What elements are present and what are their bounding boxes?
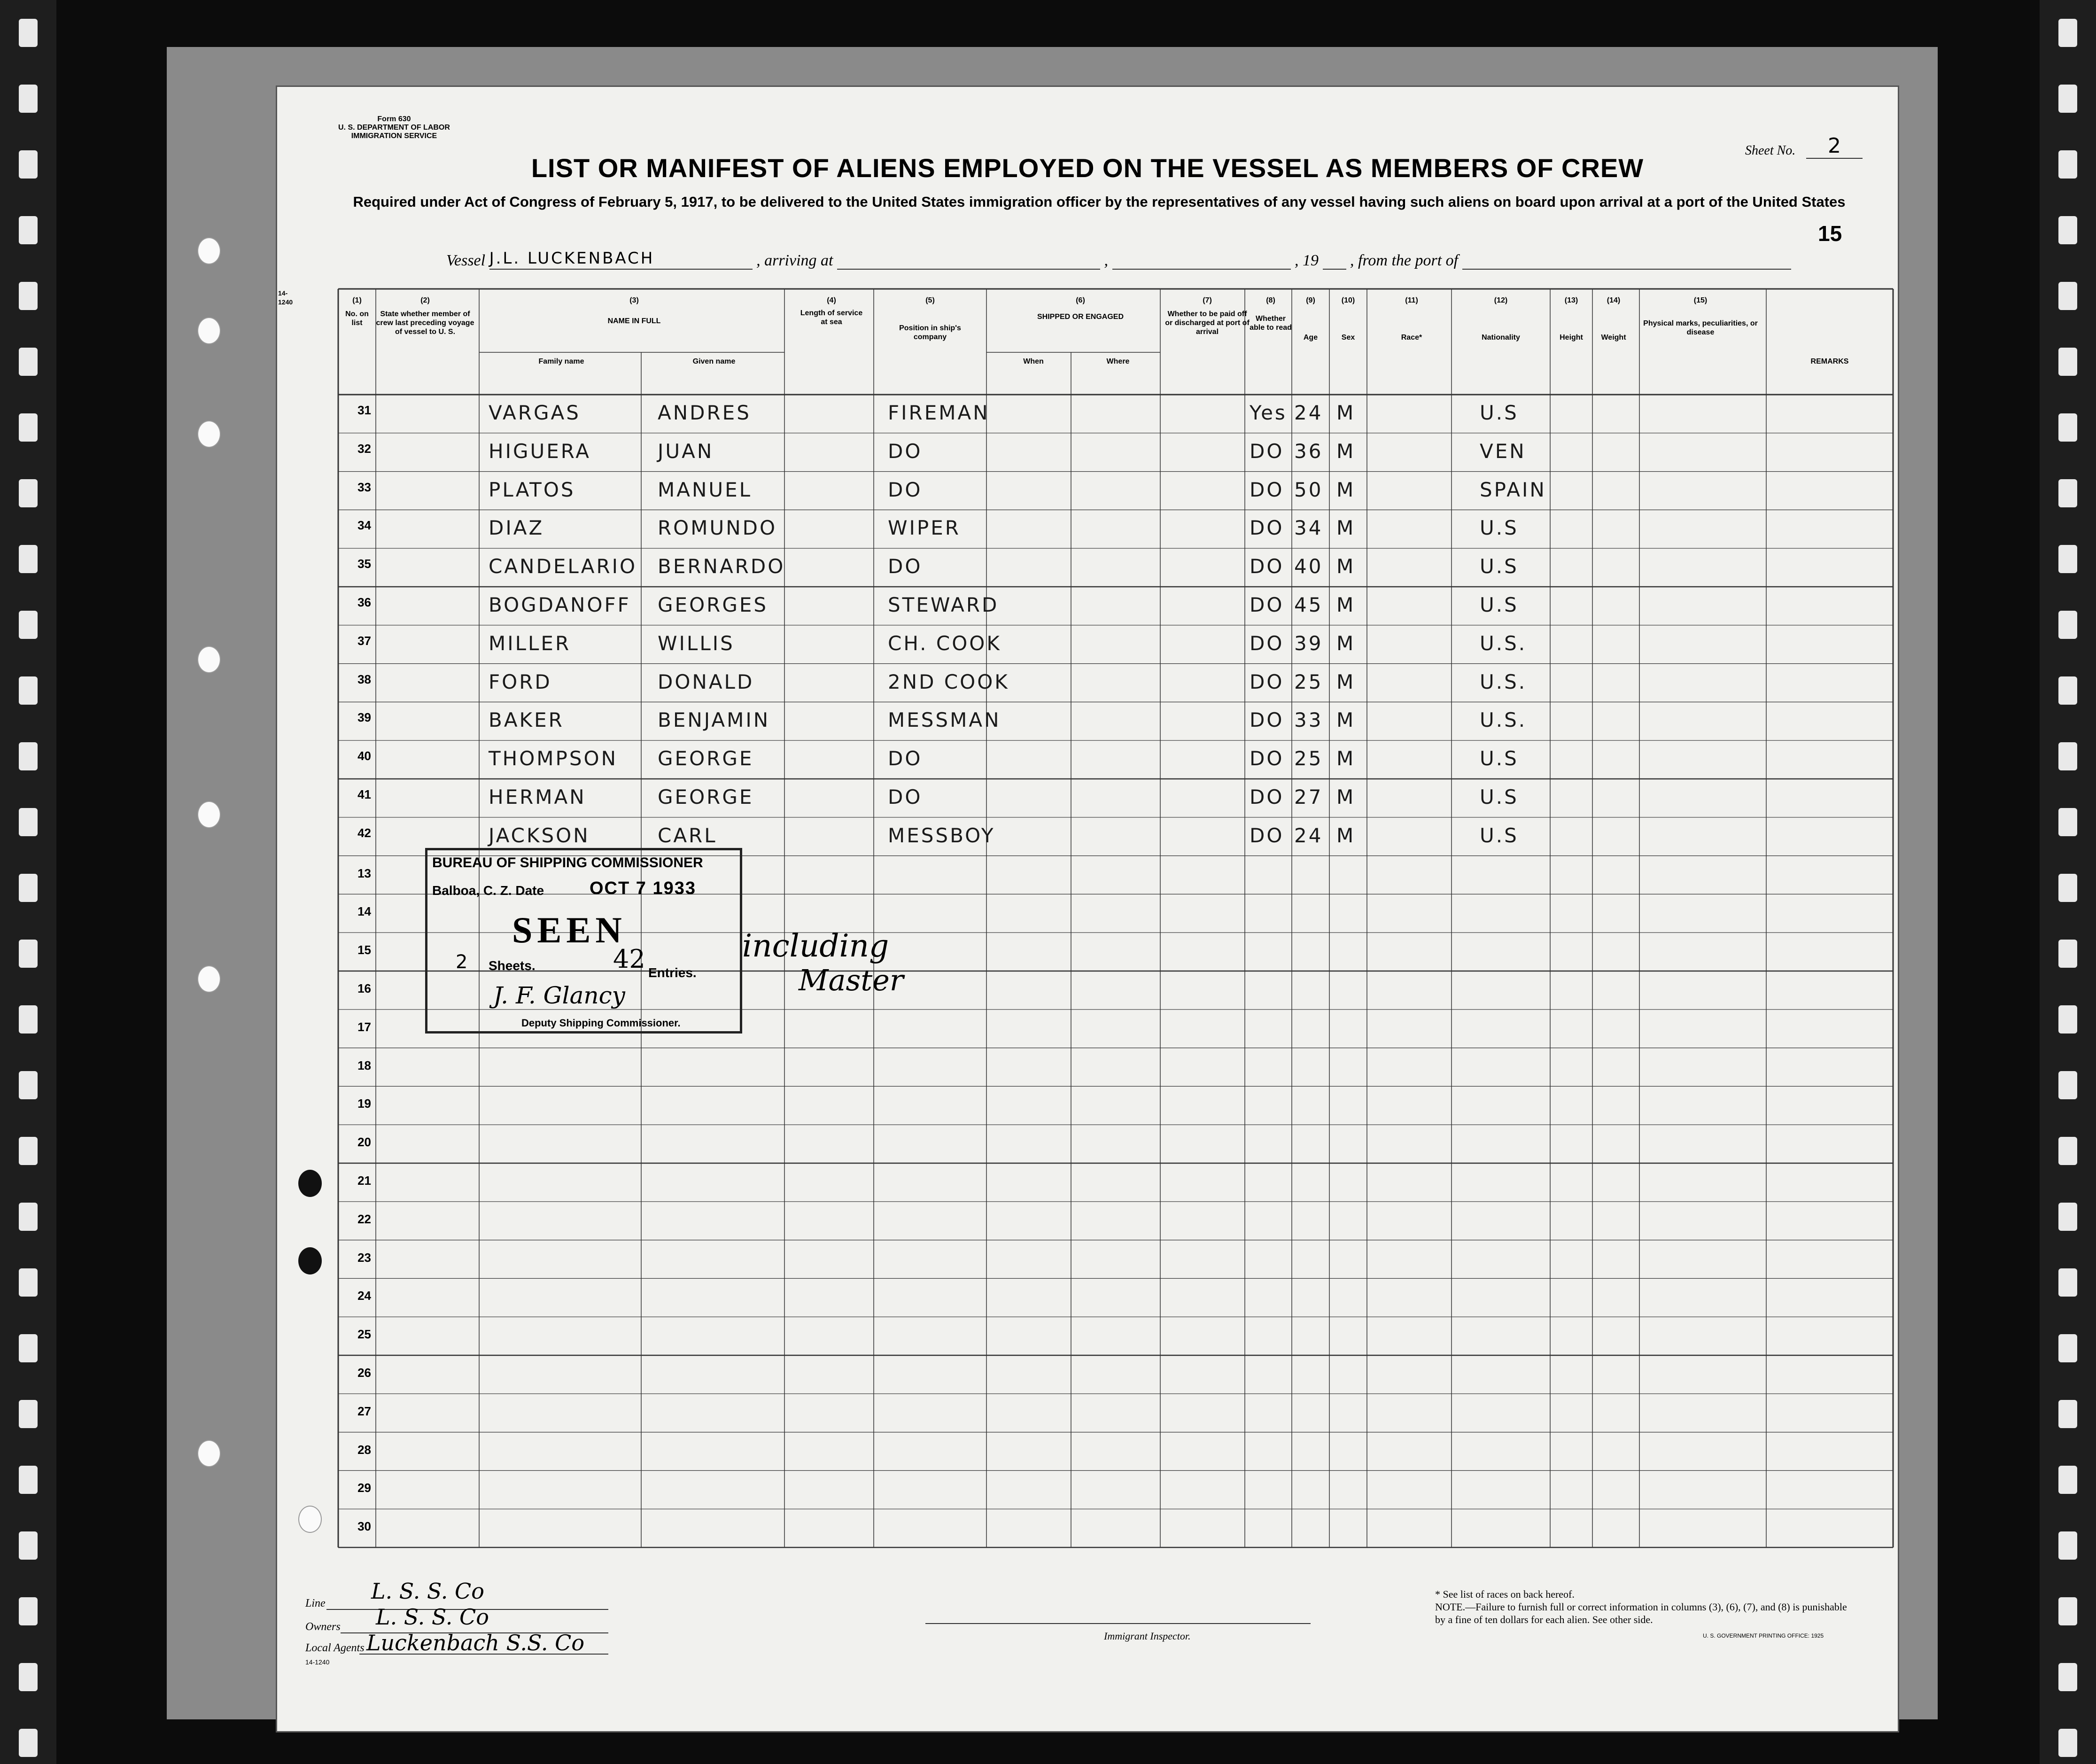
row-number: 29 (357, 1481, 371, 1495)
row-number: 24 (357, 1289, 371, 1303)
vessel-name: J.L. LUCKENBACH (489, 249, 753, 270)
sprocket-hole (2058, 1531, 2077, 1560)
race-note: * See list of races on back hereof. (1435, 1588, 1575, 1600)
row-number: 39 (357, 710, 371, 725)
able-to-read-cell: DO (1250, 708, 1284, 732)
nationality-cell: U.S (1480, 516, 1519, 540)
col-7-label: Whether to be paid off or discharged at port of arrival (1165, 310, 1250, 336)
printer-mark: U. S. GOVERNMENT PRINTING OFFICE: 1925 (1703, 1632, 1824, 1639)
nationality-cell: VEN (1480, 439, 1526, 463)
sex-cell: M (1336, 670, 1356, 693)
row-number: 18 (357, 1058, 371, 1072)
sprocket-hole (2058, 742, 2077, 770)
able-to-read-cell: DO (1250, 631, 1284, 655)
able-to-read-cell: DO (1250, 555, 1284, 578)
age-cell: 24 (1294, 401, 1323, 424)
col-8-label: Whether able to read (1250, 315, 1292, 332)
nationality-cell: U.S (1480, 555, 1519, 578)
punch-hole (197, 965, 221, 993)
col-3-family-header: Family name (538, 357, 584, 365)
col-9-header (1292, 296, 1329, 342)
given-name-cell: BERNARDO (658, 555, 785, 578)
sprocket-hole (2058, 1071, 2077, 1099)
col-9-number: (9) (1306, 296, 1315, 304)
sprocket-hole (2058, 216, 2077, 244)
page-number: 15 (1818, 221, 1842, 246)
col-11-header (1372, 296, 1452, 342)
given-name-cell: ANDRES (658, 401, 751, 424)
row-number: 22 (357, 1212, 371, 1226)
row-number: 19 (357, 1096, 371, 1111)
family-name-cell: THOMPSON (489, 747, 618, 770)
page-title: LIST OR MANIFEST OF ALIENS EMPLOYED ON THE VESSEL AS MEMBERS OF CREW (531, 153, 1644, 183)
row-number: 35 (357, 557, 371, 571)
sprocket-hole (19, 1531, 38, 1560)
col-2-header (376, 296, 474, 336)
family-name-cell: BAKER (489, 708, 564, 732)
sprocket-hole (19, 282, 38, 310)
position-cell: DO (888, 555, 923, 578)
family-name-cell: HIGUERA (489, 439, 591, 463)
nationality-cell: U.S (1480, 747, 1519, 770)
sprocket-hole (19, 1663, 38, 1691)
sprocket-hole (2058, 150, 2077, 179)
col-14-number: (14) (1607, 296, 1621, 304)
line-value: L. S. S. Co (371, 1578, 484, 1604)
col-1-number: (1) (352, 296, 362, 304)
sprocket-hole (19, 676, 38, 705)
sex-cell: M (1336, 747, 1356, 770)
col-8-number: (8) (1266, 296, 1275, 304)
sprocket-hole (19, 611, 38, 639)
col-11-number: (11) (1405, 296, 1418, 304)
row-number: 25 (357, 1327, 371, 1342)
sprocket-hole (2058, 808, 2077, 836)
row-number: 17 (357, 1019, 371, 1034)
year-label: , 19 (1295, 252, 1319, 269)
family-name-cell: JACKSON (489, 824, 590, 847)
sprocket-hole (19, 85, 38, 113)
col-10-number: (10) (1341, 296, 1355, 304)
row-number: 32 (357, 441, 371, 456)
given-name-cell: MANUEL (658, 478, 753, 501)
col-4-number: (4) (827, 296, 836, 304)
sprocket-hole (2058, 545, 2077, 573)
sprocket-hole (2058, 1268, 2077, 1297)
sheet-no-label: Sheet No. (1745, 143, 1796, 158)
position-cell: 2ND COOK (888, 670, 1009, 693)
able-to-read-cell: DO (1250, 593, 1284, 616)
sprocket-hole (19, 1400, 38, 1428)
stamp-entries-count: 42 (613, 944, 645, 974)
row-number: 16 (357, 981, 371, 995)
stamp-signature: J. F. Glancy (493, 982, 625, 1009)
nationality-cell: U.S. (1480, 670, 1527, 693)
given-name-cell: CARL (658, 824, 717, 847)
including-note: including (742, 928, 889, 964)
position-cell: DO (888, 747, 923, 770)
agents-code: 14-1240 (305, 1658, 330, 1666)
family-name-cell: VARGAS (489, 401, 581, 424)
col-4-label: Length of service at sea (800, 309, 863, 326)
sprocket-hole (2058, 1466, 2077, 1494)
row-number: 15 (357, 943, 371, 957)
penalty-note: NOTE.—Failure to furnish full or correct information in columns (3), (6), (7), and (8) is punishable by a fine of ten dollars for each alien. See other side. (1435, 1601, 1847, 1625)
sex-cell: M (1336, 824, 1356, 847)
col-10-header (1329, 296, 1367, 342)
sprocket-hole (19, 216, 38, 244)
position-cell: MESSMAN (888, 708, 1001, 732)
age-cell: 40 (1294, 555, 1323, 578)
family-name-cell: BOGDANOFF (489, 593, 631, 616)
col-14-label: Weight (1601, 334, 1626, 342)
sprocket-hole (19, 1268, 38, 1297)
given-name-cell: JUAN (658, 439, 714, 463)
sprocket-hole (19, 545, 38, 573)
master-note: Master (799, 963, 904, 997)
row-number: 23 (357, 1250, 371, 1265)
sprocket-hole (2058, 1005, 2077, 1034)
row-number: 21 (357, 1173, 371, 1188)
col-15-label: Physical marks, peculiarities, or disease (1643, 319, 1758, 336)
sprocket-hole (19, 413, 38, 442)
form-number: Form 630 (377, 115, 411, 123)
sprocket-hole (2058, 413, 2077, 442)
given-name-cell: DONALD (658, 670, 754, 693)
punch-hole (197, 1440, 221, 1467)
family-name-cell: FORD (489, 670, 552, 693)
col-12-header (1452, 296, 1550, 342)
row-number: 34 (357, 518, 371, 533)
position-cell: DO (888, 439, 923, 463)
vessel-label: Vessel (446, 252, 486, 269)
position-cell: CH. COOK (888, 631, 1001, 655)
age-cell: 45 (1294, 593, 1323, 616)
comma: , (1104, 252, 1108, 269)
sprocket-hole (2058, 1663, 2077, 1691)
sex-cell: M (1336, 631, 1356, 655)
col-14-header (1592, 296, 1635, 342)
row-number: 14 (357, 904, 371, 919)
col-3-number: (3) (629, 296, 639, 304)
stamp-sheets-count: 2 (456, 951, 468, 973)
sex-cell: M (1336, 478, 1356, 501)
stamp-bureau: BUREAU OF SHIPPING COMMISSIONER (432, 855, 703, 870)
stamp-sheets-label: Sheets. (489, 958, 536, 973)
nationality-cell: U.S (1480, 401, 1519, 424)
stamp-location: Balboa, C. Z. Date (432, 883, 544, 898)
able-to-read-cell: DO (1250, 824, 1284, 847)
nationality-cell: U.S (1480, 824, 1519, 847)
position-cell: FIREMAN (888, 401, 990, 424)
sprocket-hole (19, 1466, 38, 1494)
col-15-number: (15) (1693, 296, 1708, 304)
given-name-cell: GEORGES (658, 593, 769, 616)
able-to-read-cell: DO (1250, 785, 1284, 808)
row-number: 28 (357, 1442, 371, 1457)
manifest-sheet (277, 87, 1898, 1731)
col-3-label: NAME IN FULL (607, 317, 661, 325)
col-6-where-header: Where (1106, 357, 1130, 365)
sprocket-hole (19, 1597, 38, 1625)
nationality-cell: U.S (1480, 593, 1519, 616)
age-cell: 33 (1294, 708, 1323, 732)
film-edge-right (2040, 0, 2096, 1764)
col-2-number: (2) (420, 296, 430, 304)
sex-cell: M (1336, 439, 1356, 463)
col-7-header (1165, 296, 1250, 336)
sex-cell: M (1336, 785, 1356, 808)
agents-value: Luckenbach S.S. Co (366, 1630, 585, 1655)
col-15-header (1639, 296, 1762, 337)
col-1-header (343, 296, 371, 327)
sprocket-hole (2058, 348, 2077, 376)
col-2-label: State whether member of crew last preceding voyage of vessel to U. S. (376, 310, 474, 336)
able-to-read-cell: DO (1250, 516, 1284, 540)
sprocket-hole (2058, 1137, 2077, 1165)
given-name-cell: GEORGE (658, 747, 754, 770)
sprocket-hole (2058, 479, 2077, 507)
sex-cell: M (1336, 555, 1356, 578)
able-to-read-cell: Yes (1250, 401, 1287, 424)
sprocket-hole (2058, 874, 2077, 902)
sex-cell: M (1336, 516, 1356, 540)
sex-cell: M (1336, 593, 1356, 616)
sprocket-hole (2058, 676, 2077, 705)
col-10-label: Sex (1341, 334, 1355, 342)
able-to-read-cell: DO (1250, 670, 1284, 693)
able-to-read-cell: DO (1250, 747, 1284, 770)
stamp-seen: SEEN (512, 909, 627, 950)
row-number: 30 (357, 1519, 371, 1534)
col-5-header (883, 296, 977, 342)
col-remarks-header: REMARKS (1810, 357, 1849, 365)
sprocket-hole (2058, 19, 2077, 47)
row-number: 37 (357, 633, 371, 648)
line-label: Line (305, 1597, 326, 1609)
age-cell: 24 (1294, 824, 1323, 847)
sprocket-hole (2058, 1400, 2077, 1428)
given-name-cell: BENJAMIN (658, 708, 770, 732)
stamp-entries-label: Entries. (648, 965, 697, 980)
age-cell: 34 (1294, 516, 1323, 540)
department-name: U. S. DEPARTMENT OF LABOR (338, 124, 450, 132)
col-6-when-header: When (1023, 357, 1044, 365)
col-11-label: Race* (1401, 334, 1422, 342)
row-number: 42 (357, 825, 371, 840)
family-name-cell: CANDELARIO (489, 555, 637, 578)
nationality-cell: U.S. (1480, 708, 1527, 732)
age-cell: 50 (1294, 478, 1323, 501)
given-name-cell: GEORGE (658, 785, 754, 808)
stamp-date: OCT 7 1933 (590, 878, 696, 898)
age-cell: 25 (1294, 747, 1323, 770)
row-number: 38 (357, 672, 371, 686)
punch-hole (197, 801, 221, 828)
col-6-label: SHIPPED OR ENGAGED (1037, 313, 1124, 321)
col-13-label: Height (1560, 334, 1583, 342)
able-to-read-cell: DO (1250, 439, 1284, 463)
position-cell: DO (888, 478, 923, 501)
stamp-signer-title: Deputy Shipping Commissioner. (521, 1017, 681, 1029)
nationality-cell: SPAIN (1480, 478, 1546, 501)
nationality-cell: U.S (1480, 785, 1519, 808)
punch-hole (197, 317, 221, 344)
sprocket-hole (19, 742, 38, 770)
position-cell: DO (888, 785, 923, 808)
family-name-cell: HERMAN (489, 785, 586, 808)
sex-cell: M (1336, 708, 1356, 732)
col-3-given-header: Given name (692, 357, 736, 365)
row-number: 41 (357, 787, 371, 801)
owners-value: L. S. S. Co (376, 1604, 489, 1630)
row-number: 31 (357, 403, 371, 417)
arriving-label: , arriving at (756, 252, 833, 269)
age-cell: 39 (1294, 631, 1323, 655)
owners-label: Owners (305, 1621, 341, 1633)
sprocket-hole (19, 150, 38, 179)
sprocket-hole (2058, 1203, 2077, 1231)
sprocket-hole (19, 1203, 38, 1231)
given-name-cell: ROMUNDO (658, 516, 777, 540)
sprocket-hole (19, 348, 38, 376)
row-number: 27 (357, 1404, 371, 1418)
sheet-no-value: 2 (1806, 134, 1863, 159)
col-13-number: (13) (1564, 296, 1578, 304)
sprocket-hole (2058, 1334, 2077, 1362)
row-number: 13 (357, 866, 371, 880)
inspector-label: Immigrant Inspector. (1104, 1630, 1191, 1642)
age-cell: 27 (1294, 785, 1323, 808)
col-8-header (1250, 296, 1292, 332)
sprocket-hole (19, 874, 38, 902)
sprocket-hole (19, 479, 38, 507)
punch-hole (197, 420, 221, 448)
sprocket-hole (19, 19, 38, 47)
sprocket-hole (19, 1729, 38, 1757)
footer-notes (1435, 1588, 1858, 1626)
sprocket-hole (2058, 282, 2077, 310)
position-cell: WIPER (888, 516, 961, 540)
sprocket-hole (2058, 940, 2077, 968)
col-12-number: (12) (1494, 296, 1508, 304)
sprocket-hole (19, 808, 38, 836)
given-name-cell: WILLIS (658, 631, 735, 655)
page-subtitle: Required under Act of Congress of February 5, 1917, to be delivered to the United States immigration officer by the representatives of any vessel having such aliens on board upon arrival at a port of the United States (353, 194, 1846, 210)
family-name-cell: MILLER (489, 631, 571, 655)
nationality-cell: U.S. (1480, 631, 1527, 655)
col-12-label: Nationality (1482, 334, 1520, 342)
film-edge-left (0, 0, 56, 1764)
from-port-label: , from the port of (1350, 252, 1459, 269)
col-9-label: Age (1303, 334, 1318, 342)
seen-stamp (425, 848, 742, 1034)
col-13-header (1550, 296, 1592, 342)
punch-hole (197, 237, 221, 264)
sprocket-hole (19, 1334, 38, 1362)
position-cell: MESSBOY (888, 824, 995, 847)
sprocket-hole (2058, 611, 2077, 639)
sprocket-hole (19, 1137, 38, 1165)
col-5-number: (5) (925, 296, 935, 304)
age-cell: 36 (1294, 439, 1323, 463)
position-cell: STEWARD (888, 593, 999, 616)
col-5-label: Position in ship's company (899, 324, 961, 341)
col-1-label: No. on list (345, 310, 369, 327)
sprocket-hole (2058, 1729, 2077, 1757)
age-cell: 25 (1294, 670, 1323, 693)
row-number: 40 (357, 749, 371, 763)
able-to-read-cell: DO (1250, 478, 1284, 501)
row-number: 26 (357, 1366, 371, 1380)
service-name: IMMIGRATION SERVICE (351, 132, 437, 140)
row-number: 20 (357, 1135, 371, 1150)
col-4-header (799, 296, 864, 326)
sprocket-hole (19, 1005, 38, 1034)
col-6-number: (6) (1076, 296, 1085, 304)
form-code: 14-1240 (278, 289, 293, 306)
family-name-cell: DIAZ (489, 516, 544, 540)
col-3-header (489, 296, 780, 326)
punch-hole (197, 646, 221, 673)
sprocket-hole (19, 1071, 38, 1099)
row-number: 36 (357, 595, 371, 609)
sex-cell: M (1336, 401, 1356, 424)
row-number: 33 (357, 480, 371, 494)
agents-label: Local Agents (305, 1642, 365, 1654)
inspector-signature-line (925, 1623, 1311, 1624)
col-6-header (996, 296, 1165, 321)
sprocket-hole (19, 940, 38, 968)
col-7-number: (7) (1203, 296, 1212, 304)
family-name-cell: PLATOS (489, 478, 575, 501)
sprocket-hole (2058, 1597, 2077, 1625)
sprocket-hole (2058, 85, 2077, 113)
